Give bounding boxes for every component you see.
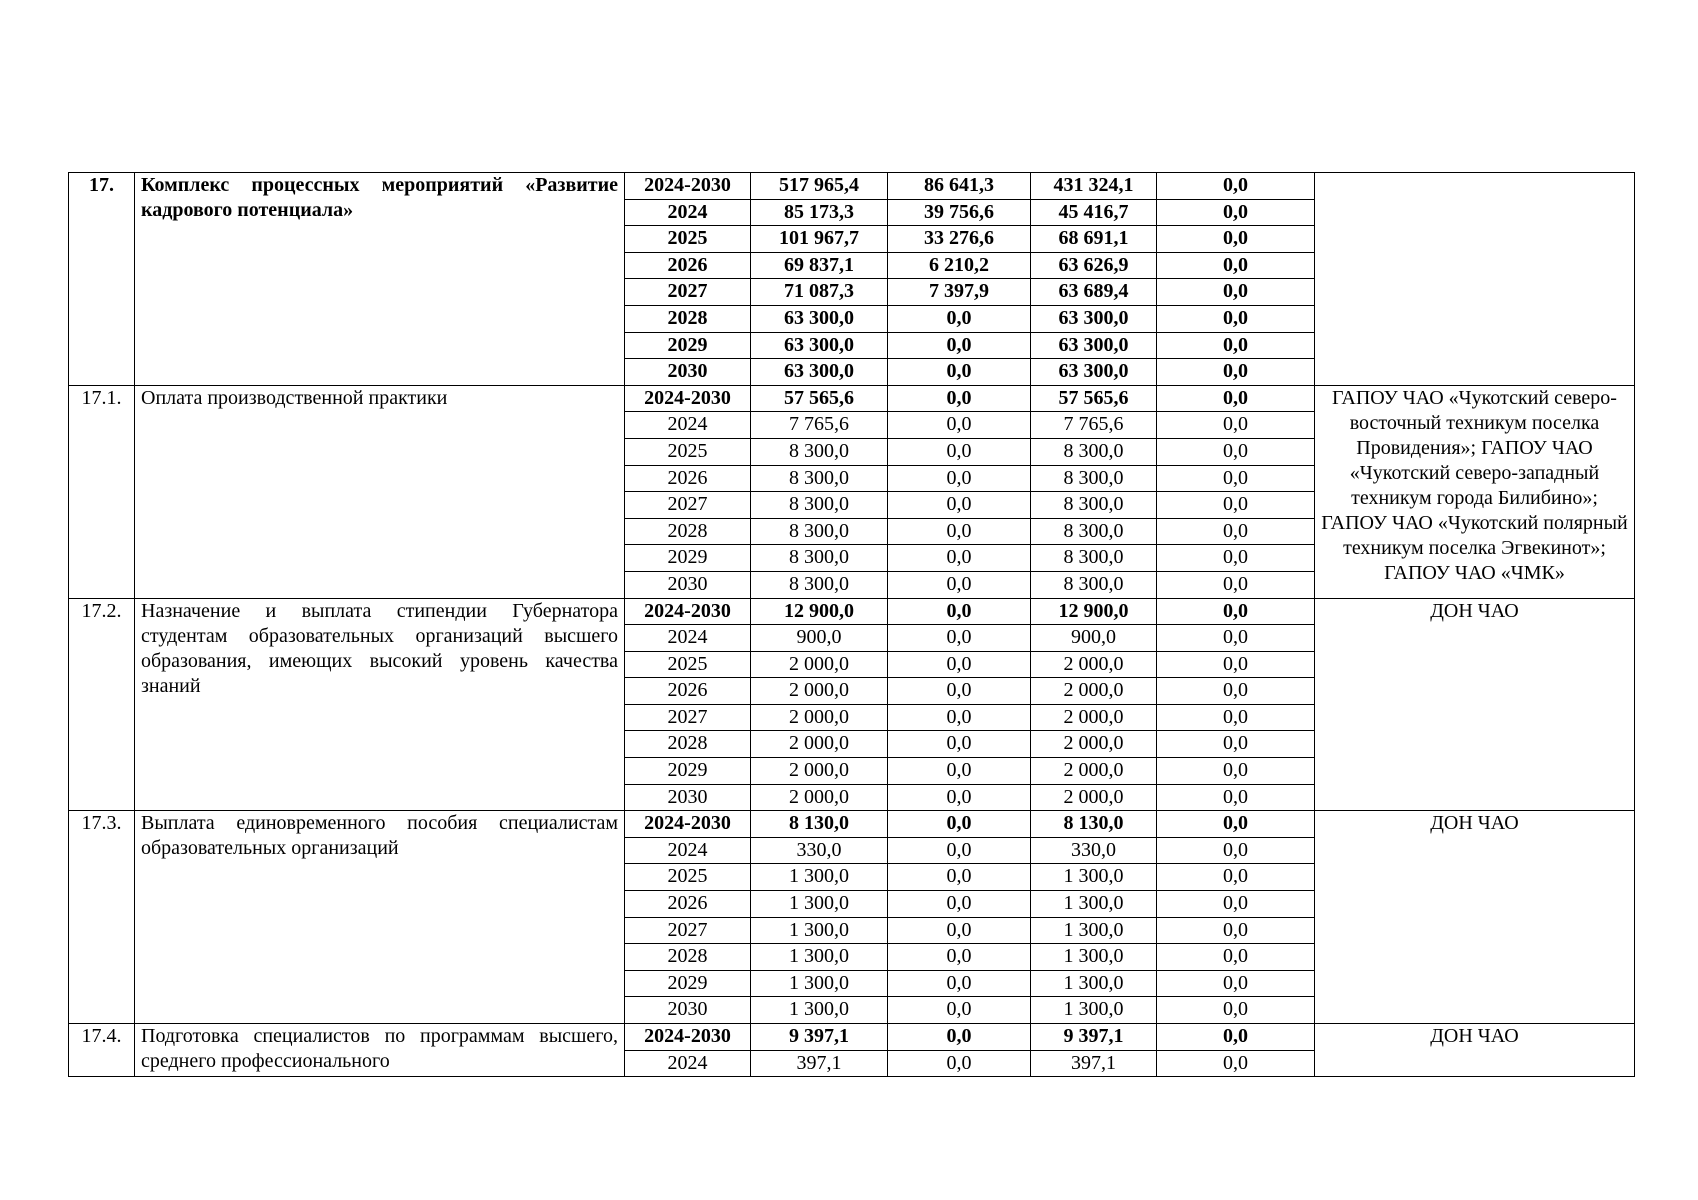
total-cell: 85 173,3 (751, 199, 888, 226)
source-1-cell: 0,0 (888, 518, 1031, 545)
source-3-cell: 0,0 (1157, 704, 1315, 731)
year-cell: 2030 (625, 784, 751, 811)
year-cell: 2028 (625, 731, 751, 758)
total-cell: 12 900,0 (751, 598, 888, 625)
source-3-cell: 0,0 (1157, 625, 1315, 652)
source-2-cell: 8 300,0 (1031, 571, 1157, 598)
source-2-cell: 63 626,9 (1031, 252, 1157, 279)
source-1-cell: 7 397,9 (888, 279, 1031, 306)
total-cell: 1 300,0 (751, 891, 888, 918)
total-cell: 71 087,3 (751, 279, 888, 306)
year-cell: 2027 (625, 492, 751, 519)
year-cell: 2024 (625, 837, 751, 864)
source-1-cell: 0,0 (888, 784, 1031, 811)
source-3-cell: 0,0 (1157, 758, 1315, 785)
year-cell: 2026 (625, 678, 751, 705)
item-number: 17.1. (69, 385, 135, 598)
year-cell: 2027 (625, 917, 751, 944)
source-3-cell: 0,0 (1157, 571, 1315, 598)
source-1-cell: 0,0 (888, 944, 1031, 971)
source-1-cell: 0,0 (888, 412, 1031, 439)
source-1-cell: 0,0 (888, 704, 1031, 731)
source-2-cell: 8 300,0 (1031, 518, 1157, 545)
source-1-cell: 0,0 (888, 305, 1031, 332)
source-1-cell: 0,0 (888, 332, 1031, 359)
source-2-cell: 63 300,0 (1031, 305, 1157, 332)
year-cell: 2029 (625, 332, 751, 359)
item-name: Комплекс процессных мероприятий «Развитие кадрового потенциала» (135, 173, 625, 386)
source-3-cell: 0,0 (1157, 199, 1315, 226)
source-3-cell: 0,0 (1157, 944, 1315, 971)
responsible-org: ГАПОУ ЧАО «Чукотский северо-восточный техникум поселка Провидения»; ГАПОУ ЧАО «Чукотский северо-западный техникум города Билибино»; ГАПОУ ЧАО «Чукотский полярный техникум поселка Эгвекинот»; ГАПОУ ЧАО «ЧМК» (1315, 385, 1635, 598)
source-1-cell: 0,0 (888, 598, 1031, 625)
source-3-cell: 0,0 (1157, 518, 1315, 545)
total-cell: 101 967,7 (751, 226, 888, 253)
source-3-cell: 0,0 (1157, 279, 1315, 306)
source-3-cell: 0,0 (1157, 173, 1315, 200)
source-1-cell: 0,0 (888, 359, 1031, 386)
source-2-cell: 2 000,0 (1031, 704, 1157, 731)
item-name: Выплата единовременного пособия специалистам образовательных организаций (135, 811, 625, 1024)
total-cell: 63 300,0 (751, 332, 888, 359)
source-1-cell: 0,0 (888, 1050, 1031, 1077)
source-1-cell: 0,0 (888, 811, 1031, 838)
total-cell: 8 300,0 (751, 518, 888, 545)
source-2-cell: 45 416,7 (1031, 199, 1157, 226)
total-cell: 1 300,0 (751, 917, 888, 944)
item-name: Подготовка специалистов по программам высшего, среднего профессионального (135, 1024, 625, 1077)
year-cell: 2025 (625, 651, 751, 678)
responsible-org: ДОН ЧАО (1315, 598, 1635, 811)
source-1-cell: 6 210,2 (888, 252, 1031, 279)
source-2-cell: 397,1 (1031, 1050, 1157, 1077)
year-cell: 2025 (625, 226, 751, 253)
total-cell: 2 000,0 (751, 758, 888, 785)
total-cell: 1 300,0 (751, 944, 888, 971)
source-2-cell: 63 689,4 (1031, 279, 1157, 306)
source-1-cell: 0,0 (888, 465, 1031, 492)
year-cell: 2026 (625, 891, 751, 918)
source-1-cell: 0,0 (888, 970, 1031, 997)
year-cell: 2027 (625, 704, 751, 731)
source-3-cell: 0,0 (1157, 385, 1315, 412)
year-cell: 2028 (625, 518, 751, 545)
source-2-cell: 63 300,0 (1031, 332, 1157, 359)
source-2-cell: 8 130,0 (1031, 811, 1157, 838)
source-2-cell: 7 765,6 (1031, 412, 1157, 439)
source-1-cell: 0,0 (888, 492, 1031, 519)
source-3-cell: 0,0 (1157, 438, 1315, 465)
table-row (69, 598, 1635, 625)
table-row (69, 1024, 1635, 1051)
year-cell: 2030 (625, 571, 751, 598)
source-3-cell: 0,0 (1157, 970, 1315, 997)
year-cell: 2024 (625, 199, 751, 226)
total-cell: 517 965,4 (751, 173, 888, 200)
source-1-cell: 0,0 (888, 571, 1031, 598)
source-3-cell: 0,0 (1157, 917, 1315, 944)
source-3-cell: 0,0 (1157, 465, 1315, 492)
table-row (69, 385, 1635, 412)
year-cell: 2029 (625, 970, 751, 997)
source-2-cell: 8 300,0 (1031, 438, 1157, 465)
source-1-cell: 0,0 (888, 997, 1031, 1024)
source-2-cell: 431 324,1 (1031, 173, 1157, 200)
source-3-cell: 0,0 (1157, 784, 1315, 811)
total-cell: 8 300,0 (751, 571, 888, 598)
source-2-cell: 1 300,0 (1031, 970, 1157, 997)
source-3-cell: 0,0 (1157, 1050, 1315, 1077)
total-cell: 8 300,0 (751, 465, 888, 492)
year-cell: 2026 (625, 465, 751, 492)
source-3-cell: 0,0 (1157, 305, 1315, 332)
source-3-cell: 0,0 (1157, 492, 1315, 519)
source-1-cell: 0,0 (888, 651, 1031, 678)
source-3-cell: 0,0 (1157, 651, 1315, 678)
item-name: Оплата производственной практики (135, 385, 625, 598)
source-3-cell: 0,0 (1157, 864, 1315, 891)
total-cell: 8 300,0 (751, 545, 888, 572)
total-cell: 1 300,0 (751, 997, 888, 1024)
total-cell: 900,0 (751, 625, 888, 652)
source-3-cell: 0,0 (1157, 226, 1315, 253)
year-cell: 2029 (625, 758, 751, 785)
source-3-cell: 0,0 (1157, 997, 1315, 1024)
source-2-cell: 1 300,0 (1031, 917, 1157, 944)
total-cell: 330,0 (751, 837, 888, 864)
total-cell: 7 765,6 (751, 412, 888, 439)
source-1-cell: 0,0 (888, 891, 1031, 918)
total-cell: 8 300,0 (751, 438, 888, 465)
item-number: 17.3. (69, 811, 135, 1024)
year-cell: 2027 (625, 279, 751, 306)
total-cell: 57 565,6 (751, 385, 888, 412)
year-cell: 2024-2030 (625, 811, 751, 838)
year-cell: 2024-2030 (625, 385, 751, 412)
source-2-cell: 1 300,0 (1031, 997, 1157, 1024)
source-3-cell: 0,0 (1157, 1024, 1315, 1051)
total-cell: 8 130,0 (751, 811, 888, 838)
source-2-cell: 900,0 (1031, 625, 1157, 652)
source-1-cell: 33 276,6 (888, 226, 1031, 253)
source-3-cell: 0,0 (1157, 332, 1315, 359)
total-cell: 8 300,0 (751, 492, 888, 519)
total-cell: 69 837,1 (751, 252, 888, 279)
source-1-cell: 0,0 (888, 625, 1031, 652)
source-2-cell: 2 000,0 (1031, 651, 1157, 678)
source-3-cell: 0,0 (1157, 731, 1315, 758)
source-1-cell: 39 756,6 (888, 199, 1031, 226)
total-cell: 2 000,0 (751, 784, 888, 811)
budget-table (68, 172, 1635, 1077)
year-cell: 2024 (625, 412, 751, 439)
year-cell: 2025 (625, 438, 751, 465)
source-2-cell: 1 300,0 (1031, 944, 1157, 971)
year-cell: 2030 (625, 359, 751, 386)
item-name: Назначение и выплата стипендии Губернатора студентам образовательных организаций высшего образования, имеющих высокий уровень качества знаний (135, 598, 625, 811)
source-2-cell: 2 000,0 (1031, 784, 1157, 811)
total-cell: 1 300,0 (751, 864, 888, 891)
source-2-cell: 57 565,6 (1031, 385, 1157, 412)
source-1-cell: 0,0 (888, 731, 1031, 758)
item-number: 17.2. (69, 598, 135, 811)
source-2-cell: 1 300,0 (1031, 891, 1157, 918)
year-cell: 2028 (625, 305, 751, 332)
table-row (69, 173, 1635, 200)
year-cell: 2030 (625, 997, 751, 1024)
source-1-cell: 0,0 (888, 545, 1031, 572)
year-cell: 2025 (625, 864, 751, 891)
source-2-cell: 12 900,0 (1031, 598, 1157, 625)
year-cell: 2029 (625, 545, 751, 572)
item-number: 17.4. (69, 1024, 135, 1077)
source-1-cell: 0,0 (888, 917, 1031, 944)
item-number: 17. (69, 173, 135, 386)
source-1-cell: 0,0 (888, 837, 1031, 864)
source-2-cell: 63 300,0 (1031, 359, 1157, 386)
total-cell: 2 000,0 (751, 731, 888, 758)
source-1-cell: 0,0 (888, 385, 1031, 412)
total-cell: 397,1 (751, 1050, 888, 1077)
source-3-cell: 0,0 (1157, 678, 1315, 705)
total-cell: 9 397,1 (751, 1024, 888, 1051)
source-1-cell: 0,0 (888, 758, 1031, 785)
source-2-cell: 2 000,0 (1031, 758, 1157, 785)
total-cell: 1 300,0 (751, 970, 888, 997)
source-2-cell: 2 000,0 (1031, 731, 1157, 758)
source-1-cell: 0,0 (888, 864, 1031, 891)
source-3-cell: 0,0 (1157, 891, 1315, 918)
year-cell: 2026 (625, 252, 751, 279)
source-1-cell: 86 641,3 (888, 173, 1031, 200)
source-1-cell: 0,0 (888, 678, 1031, 705)
source-3-cell: 0,0 (1157, 598, 1315, 625)
document-page (68, 172, 1634, 1077)
total-cell: 2 000,0 (751, 651, 888, 678)
source-1-cell: 0,0 (888, 438, 1031, 465)
source-3-cell: 0,0 (1157, 811, 1315, 838)
source-2-cell: 8 300,0 (1031, 545, 1157, 572)
total-cell: 63 300,0 (751, 359, 888, 386)
source-3-cell: 0,0 (1157, 412, 1315, 439)
source-2-cell: 1 300,0 (1031, 864, 1157, 891)
total-cell: 63 300,0 (751, 305, 888, 332)
source-3-cell: 0,0 (1157, 359, 1315, 386)
responsible-org (1315, 173, 1635, 386)
responsible-org: ДОН ЧАО (1315, 1024, 1635, 1077)
year-cell: 2024-2030 (625, 1024, 751, 1051)
source-3-cell: 0,0 (1157, 837, 1315, 864)
table-row (69, 811, 1635, 838)
total-cell: 2 000,0 (751, 704, 888, 731)
year-cell: 2024 (625, 1050, 751, 1077)
source-2-cell: 68 691,1 (1031, 226, 1157, 253)
source-1-cell: 0,0 (888, 1024, 1031, 1051)
year-cell: 2024-2030 (625, 598, 751, 625)
source-2-cell: 8 300,0 (1031, 492, 1157, 519)
year-cell: 2024-2030 (625, 173, 751, 200)
responsible-org: ДОН ЧАО (1315, 811, 1635, 1024)
source-2-cell: 8 300,0 (1031, 465, 1157, 492)
source-2-cell: 9 397,1 (1031, 1024, 1157, 1051)
year-cell: 2024 (625, 625, 751, 652)
source-3-cell: 0,0 (1157, 545, 1315, 572)
total-cell: 2 000,0 (751, 678, 888, 705)
year-cell: 2028 (625, 944, 751, 971)
source-2-cell: 330,0 (1031, 837, 1157, 864)
source-3-cell: 0,0 (1157, 252, 1315, 279)
source-2-cell: 2 000,0 (1031, 678, 1157, 705)
